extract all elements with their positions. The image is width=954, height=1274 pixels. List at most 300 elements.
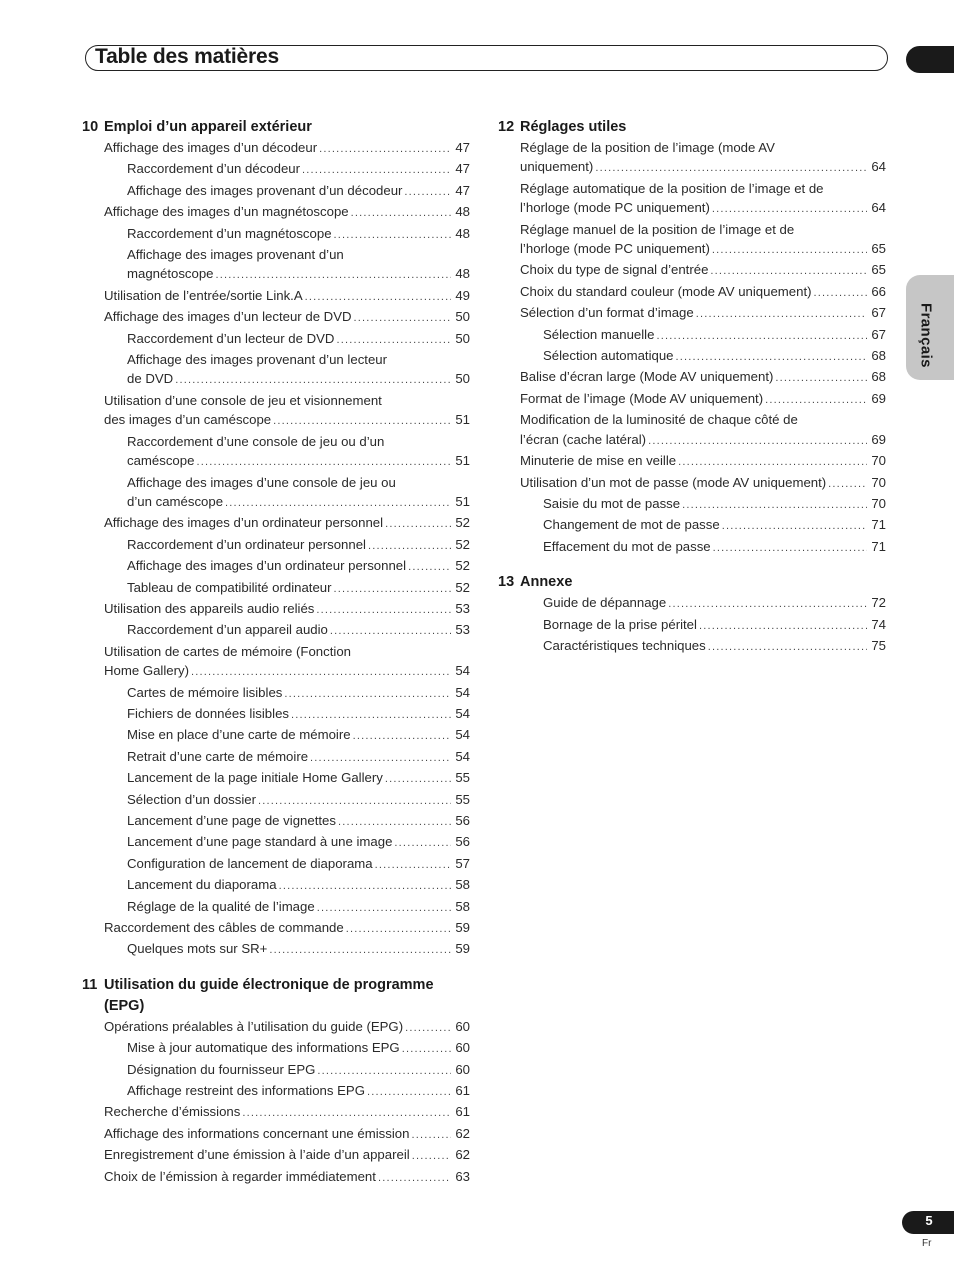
toc-entry[interactable] xyxy=(82,747,470,768)
dot-leader xyxy=(310,749,451,768)
toc-entry[interactable] xyxy=(498,615,886,636)
toc-page-number: 61 xyxy=(455,1083,470,1099)
dot-leader xyxy=(765,391,867,410)
toc-entry-text: Lancement d’une page standard à une image xyxy=(127,834,393,850)
toc-page-number: 52 xyxy=(455,515,470,531)
toc-page-number: 64 xyxy=(871,200,886,216)
toc-entry[interactable] xyxy=(82,1038,470,1059)
toc-entry[interactable] xyxy=(498,303,886,324)
toc-entry-text: Choix du type de signal d’entrée xyxy=(520,262,709,278)
toc-page-number: 75 xyxy=(871,637,886,653)
dot-leader xyxy=(710,262,867,281)
toc-entry-line xyxy=(520,473,886,494)
toc-entry-text: Guide de dépannage xyxy=(543,595,667,611)
toc-entry-line xyxy=(104,202,470,223)
toc-entry-list xyxy=(82,138,470,961)
toc-entry-list xyxy=(498,138,886,558)
toc-page-number: 48 xyxy=(455,266,470,282)
toc-page-number: 60 xyxy=(455,1061,470,1077)
toc-entry-line xyxy=(127,747,470,768)
toc-entry[interactable] xyxy=(82,556,470,577)
dot-leader xyxy=(242,1104,451,1123)
toc-entry[interactable] xyxy=(82,790,470,811)
toc-entry[interactable] xyxy=(82,599,470,620)
toc-entry-line xyxy=(127,492,470,513)
toc-entry-text: Lancement de la page initiale Home Gallery xyxy=(127,770,383,786)
toc-entry[interactable] xyxy=(82,918,470,939)
toc-entry-text: Raccordement d’un lecteur de DVD xyxy=(127,330,335,346)
toc-page-number: 60 xyxy=(455,1018,470,1034)
dot-leader xyxy=(713,539,868,558)
toc-entry[interactable] xyxy=(82,350,470,391)
toc-entry[interactable] xyxy=(498,451,886,472)
dot-leader xyxy=(317,899,452,918)
toc-entry-line xyxy=(104,286,470,307)
toc-entry-line xyxy=(104,1167,470,1188)
toc-entry-line xyxy=(543,615,886,636)
toc-page-number: 54 xyxy=(455,663,470,679)
toc-entry-text: Sélection automatique xyxy=(543,348,674,364)
section-heading xyxy=(498,572,886,593)
toc-entry-text: Cartes de mémoire lisibles xyxy=(127,684,283,700)
toc-entry[interactable] xyxy=(498,346,886,367)
toc-page-number: 54 xyxy=(455,727,470,743)
toc-page-number: 50 xyxy=(455,371,470,387)
toc-entry-line xyxy=(543,515,886,536)
dot-leader xyxy=(351,204,452,223)
toc-entry[interactable] xyxy=(82,513,470,534)
toc-page-number: 54 xyxy=(455,684,470,700)
toc-page-number: 60 xyxy=(455,1040,470,1056)
toc-entry-line xyxy=(520,389,886,410)
dot-leader xyxy=(682,496,867,515)
toc-entry-text: Réglage de la position de l’image (mode AV xyxy=(520,140,775,155)
toc-entry-text: Affichage des images d’un magnétoscope xyxy=(104,204,349,220)
toc-entry[interactable] xyxy=(498,220,886,261)
toc-entry[interactable] xyxy=(82,578,470,599)
toc-entry-list xyxy=(498,593,886,657)
toc-entry-line xyxy=(127,683,470,704)
toc-entry[interactable] xyxy=(82,245,470,286)
toc-entry-text: Sélection d’un dossier xyxy=(127,791,257,807)
toc-entry-text: Affichage des images d’une console de jeu ou xyxy=(127,474,396,490)
toc-entry-line xyxy=(104,1124,470,1145)
dot-leader xyxy=(353,727,452,746)
toc-entry-text: Raccordement d’un appareil audio xyxy=(127,622,328,638)
toc-entry[interactable] xyxy=(82,202,470,223)
toc-entry-line xyxy=(520,303,886,324)
toc-entry-text: l’horloge (mode PC uniquement) xyxy=(520,200,710,216)
toc-page-number: 47 xyxy=(455,161,470,177)
toc-entry-line xyxy=(520,282,886,303)
toc-entry[interactable] xyxy=(82,307,470,328)
toc-entry[interactable] xyxy=(82,1017,470,1038)
toc-page-number: 74 xyxy=(871,616,886,632)
toc-entry-text: Raccordement d’un ordinateur personnel xyxy=(127,536,366,552)
toc-page-number: 59 xyxy=(455,941,470,957)
toc-entry-line xyxy=(520,451,886,472)
toc-entry-line xyxy=(127,369,470,390)
toc-entry-line xyxy=(543,636,886,657)
section-number: 12 xyxy=(498,119,515,135)
toc-page-number: 53 xyxy=(455,600,470,616)
toc-page-number: 48 xyxy=(455,204,470,220)
language-code: Fr xyxy=(922,1238,932,1249)
toc-entry-text: Sélection d’un format d’image xyxy=(520,305,694,321)
toc-entry-text: Effacement du mot de passe xyxy=(543,538,711,554)
dot-leader xyxy=(385,515,451,534)
toc-page-number: 54 xyxy=(455,705,470,721)
toc-entry[interactable] xyxy=(82,138,470,159)
section-number: 13 xyxy=(498,574,515,591)
toc-entry-line xyxy=(543,494,886,515)
toc-entry[interactable] xyxy=(498,389,886,410)
section-number: 11 xyxy=(82,976,98,993)
toc-entry-line-wrap xyxy=(104,391,470,410)
toc-page-number: 70 xyxy=(871,495,886,511)
toc-entry-text: Réglage manuel de la position de l’image et de xyxy=(520,221,795,237)
toc-entry[interactable] xyxy=(82,535,470,556)
toc-entry[interactable] xyxy=(82,854,470,875)
dot-leader xyxy=(668,595,867,614)
toc-page-number: 52 xyxy=(455,536,470,552)
toc-entry-text: Utilisation des appareils audio reliés xyxy=(104,600,315,616)
toc-page-number: 50 xyxy=(455,330,470,346)
dot-leader xyxy=(273,412,451,431)
toc-entry-text: caméscope xyxy=(127,453,195,469)
toc-entry-text: Affichage des images d’un décodeur xyxy=(104,140,318,155)
toc-entry-line-wrap xyxy=(104,642,470,661)
toc-entry-line xyxy=(127,224,470,245)
header-tab xyxy=(906,46,954,73)
toc-entry-text: Utilisation d’une console de jeu et visionnement xyxy=(104,392,382,408)
dot-leader xyxy=(712,200,867,219)
toc-entry-line-wrap xyxy=(520,138,886,157)
dot-leader xyxy=(225,494,451,513)
toc-entry[interactable] xyxy=(82,159,470,180)
toc-page-number: 49 xyxy=(455,287,470,303)
dot-leader xyxy=(722,517,868,536)
toc-entry-text: Home Gallery) xyxy=(104,663,190,679)
dot-leader xyxy=(656,327,867,346)
toc-page-number: 70 xyxy=(871,474,886,490)
toc-entry[interactable] xyxy=(82,1124,470,1145)
toc-entry-line xyxy=(127,790,470,811)
toc-entry-line xyxy=(127,875,470,896)
toc-page-number: 53 xyxy=(455,622,470,638)
dot-leader xyxy=(368,537,451,556)
toc-entry[interactable] xyxy=(82,1145,470,1166)
dot-leader xyxy=(378,1169,451,1188)
toc-entry-line-wrap xyxy=(127,432,470,451)
toc-page-number: 55 xyxy=(455,770,470,786)
dot-leader xyxy=(595,159,867,178)
toc-entry[interactable] xyxy=(498,473,886,494)
toc-entry[interactable] xyxy=(82,725,470,746)
toc-page-number: 66 xyxy=(871,283,886,299)
dot-leader xyxy=(338,813,451,832)
toc-entry-line xyxy=(104,599,470,620)
toc-entry-line-wrap xyxy=(127,473,470,492)
dot-leader xyxy=(305,288,452,307)
toc-entry-line xyxy=(104,138,470,159)
toc-entry-text: Raccordement des câbles de commande xyxy=(104,920,344,936)
toc-page-number: 67 xyxy=(871,305,886,321)
toc-entry-text: Choix de l’émission à regarder immédiatement xyxy=(104,1168,376,1184)
toc-entry-line xyxy=(127,535,470,556)
toc-entry-text: l’écran (cache latéral) xyxy=(520,431,647,447)
toc-entry[interactable] xyxy=(498,138,886,179)
dot-leader xyxy=(336,331,451,350)
toc-entry-text: Modification de la luminosité de chaque côté de xyxy=(520,412,798,428)
dot-leader xyxy=(696,305,868,324)
toc-entry-text: Réglage de la qualité de l’image xyxy=(127,898,315,914)
dot-leader xyxy=(175,371,451,390)
toc-entry-text: Désignation du fournisseur EPG xyxy=(127,1061,316,1077)
dot-leader xyxy=(412,1147,452,1166)
section-title: Emploi d’un appareil extérieur xyxy=(104,119,312,135)
toc-entry[interactable] xyxy=(498,593,886,614)
toc-entry-line xyxy=(543,325,886,346)
toc-entry-text: Lancement d’une page de vignettes xyxy=(127,813,336,828)
dot-leader xyxy=(828,475,867,494)
toc-page-number: 68 xyxy=(871,348,886,364)
toc-entry[interactable] xyxy=(82,181,470,202)
toc-entry-text: Raccordement d’un magnétoscope xyxy=(127,225,332,241)
toc-entry-text: Utilisation de cartes de mémoire (Fonction xyxy=(104,643,352,659)
toc-entry-text: Utilisation de l’entrée/sortie Link.A xyxy=(104,287,303,303)
toc-entry-line xyxy=(104,918,470,939)
toc-entry[interactable] xyxy=(82,897,470,918)
toc-entry-line xyxy=(127,1060,470,1081)
toc-entry[interactable] xyxy=(82,704,470,725)
toc-entry[interactable] xyxy=(498,537,886,558)
toc-entry-text: uniquement) xyxy=(520,159,594,175)
toc-page-number: 67 xyxy=(871,326,886,342)
toc-entry-line-wrap xyxy=(127,245,470,264)
dot-leader xyxy=(269,941,451,960)
section-title: Réglages utiles xyxy=(520,119,627,135)
toc-entry-line xyxy=(520,260,886,281)
toc-entry-list xyxy=(82,1017,470,1188)
toc-entry[interactable] xyxy=(82,329,470,350)
toc-page-number: 58 xyxy=(455,877,470,893)
toc-entry-line xyxy=(127,578,470,599)
toc-entry-line xyxy=(104,410,470,431)
toc-entry-line xyxy=(104,307,470,328)
section-heading xyxy=(82,117,470,138)
dot-leader xyxy=(330,622,451,641)
toc-entry[interactable] xyxy=(82,642,470,683)
toc-entry-text: de DVD xyxy=(127,371,174,387)
toc-entry-text: Utilisation d’un mot de passe (mode AV uniquement) xyxy=(520,474,827,490)
dot-leader xyxy=(334,580,452,599)
toc-page-number: 50 xyxy=(455,309,470,325)
toc-page-number: 70 xyxy=(871,453,886,469)
toc-entry[interactable] xyxy=(82,432,470,473)
toc-entry[interactable] xyxy=(82,832,470,853)
toc-entry[interactable] xyxy=(82,1167,470,1188)
dot-leader xyxy=(319,140,451,159)
toc-entry-text: Affichage des images d’un lecteur de DVD xyxy=(104,309,352,325)
toc-entry-line xyxy=(104,513,470,534)
toc-entry[interactable] xyxy=(498,636,886,657)
dot-leader xyxy=(405,1019,451,1038)
toc-entry-text: Bornage de la prise péritel xyxy=(543,616,697,632)
toc-entry[interactable] xyxy=(498,410,886,451)
toc-entry-text: Affichage des images provenant d’un lecteur xyxy=(127,352,388,368)
toc-entry[interactable] xyxy=(82,768,470,789)
toc-entry[interactable] xyxy=(498,325,886,346)
toc-entry-line-wrap xyxy=(520,410,886,429)
toc-entry-text: magnétoscope xyxy=(127,266,214,282)
toc-entry-line xyxy=(543,346,886,367)
toc-entry[interactable] xyxy=(82,1102,470,1123)
dot-leader xyxy=(191,663,451,682)
dot-leader xyxy=(775,369,867,388)
toc-entry[interactable] xyxy=(82,473,470,514)
toc-entry[interactable] xyxy=(82,620,470,641)
language-label: Français xyxy=(917,302,935,368)
toc-entry[interactable] xyxy=(82,939,470,960)
dot-leader xyxy=(708,638,868,657)
dot-leader xyxy=(411,1126,451,1145)
toc-entry-line xyxy=(104,1145,470,1166)
section-gap xyxy=(82,961,470,975)
dot-leader xyxy=(316,601,451,620)
toc-page-number: 51 xyxy=(455,453,470,469)
toc-entry[interactable] xyxy=(82,811,470,832)
toc-page-number: 52 xyxy=(455,579,470,595)
dot-leader xyxy=(334,226,452,245)
toc-entry-text: Tableau de compatibilité ordinateur xyxy=(127,579,332,595)
toc-entry-line xyxy=(104,661,470,682)
toc-entry-line xyxy=(127,1038,470,1059)
toc-page-number: 58 xyxy=(455,898,470,914)
toc-entry-line-wrap xyxy=(520,179,886,198)
toc-entry[interactable] xyxy=(82,683,470,704)
toc-entry-text: Lancement du diaporama xyxy=(127,877,277,893)
toc-entry-line xyxy=(127,181,470,202)
dot-leader xyxy=(712,241,867,260)
toc-entry[interactable] xyxy=(82,1060,470,1081)
toc-entry-line xyxy=(127,556,470,577)
toc-entry-text: Configuration de lancement de diaporama xyxy=(127,855,373,871)
toc-entry-line xyxy=(520,157,886,178)
section-heading xyxy=(498,117,886,138)
toc-entry-line-wrap xyxy=(520,220,886,239)
toc-entry-line xyxy=(104,1017,470,1038)
toc-entry-text: Choix du standard couleur (mode AV uniquement) xyxy=(520,283,812,299)
page-title: Table des matières xyxy=(95,45,279,68)
toc-entry-text: Sélection manuelle xyxy=(543,326,655,342)
toc-entry-text: Quelques mots sur SR+ xyxy=(127,941,268,957)
dot-leader xyxy=(317,1062,451,1081)
toc-left-column xyxy=(82,117,470,1188)
toc-entry-text: Mise en place d’une carte de mémoire xyxy=(127,727,351,743)
toc-entry[interactable] xyxy=(498,367,886,388)
toc-entry-text: Saisie du mot de passe xyxy=(543,495,681,511)
toc-entry-text: Opérations préalables à l’utilisation du guide (EPG) xyxy=(104,1018,404,1034)
toc-page-number: 69 xyxy=(871,390,886,406)
toc-entry-line xyxy=(127,451,470,472)
toc-entry-line xyxy=(127,725,470,746)
dot-leader xyxy=(346,920,452,939)
toc-entry-line xyxy=(127,811,470,832)
dot-leader xyxy=(291,706,451,725)
toc-entry-line xyxy=(127,897,470,918)
dot-leader xyxy=(408,558,451,577)
toc-entry-line xyxy=(520,239,886,260)
toc-entry-text: Affichage restreint des informations EPG xyxy=(127,1083,365,1099)
toc-entry[interactable] xyxy=(82,224,470,245)
toc-page-number: 51 xyxy=(455,493,470,509)
toc-entry-text: Affichage des images d’un ordinateur personnel xyxy=(104,515,384,531)
toc-entry[interactable] xyxy=(498,494,886,515)
toc-entry-line xyxy=(127,159,470,180)
dot-leader xyxy=(699,617,867,636)
toc-page-number: 48 xyxy=(455,225,470,241)
toc-entry-line xyxy=(127,832,470,853)
dot-leader xyxy=(648,432,867,451)
dot-leader xyxy=(284,685,451,704)
toc-page-number: 61 xyxy=(455,1104,470,1120)
dot-leader xyxy=(279,877,452,896)
toc-entry-text: Fichiers de données lisibles xyxy=(127,705,289,721)
section-title: Utilisation du guide électronique de programme (EPG) xyxy=(104,976,434,1014)
toc-entry-text: Mise à jour automatique des informations EPG xyxy=(127,1040,400,1056)
toc-entry-text: Minuterie de mise en veille xyxy=(520,453,677,469)
toc-entry-line xyxy=(127,1081,470,1102)
toc-entry-line xyxy=(127,939,470,960)
toc-entry-line xyxy=(127,329,470,350)
toc-entry-line xyxy=(543,537,886,558)
toc-page-number: 65 xyxy=(871,241,886,257)
toc-entry[interactable] xyxy=(82,391,470,432)
language-label-wrap xyxy=(914,296,938,374)
toc-page-number: 51 xyxy=(455,412,470,428)
toc-entry-text: Changement de mot de passe xyxy=(543,517,720,533)
toc-entry[interactable] xyxy=(82,1081,470,1102)
toc-page-number: 71 xyxy=(871,517,886,533)
toc-entry[interactable] xyxy=(82,875,470,896)
toc-page-number: 47 xyxy=(455,140,470,155)
dot-leader xyxy=(375,856,452,875)
dot-leader xyxy=(367,1083,451,1102)
toc-entry-line xyxy=(127,854,470,875)
toc-entry[interactable] xyxy=(82,286,470,307)
dot-leader xyxy=(196,453,451,472)
toc-page-number: 69 xyxy=(871,431,886,447)
toc-entry-line xyxy=(127,704,470,725)
toc-entry-text: Enregistrement d’une émission à l’aide d’un appareil xyxy=(104,1147,410,1163)
toc-entry[interactable] xyxy=(498,179,886,220)
section-heading xyxy=(82,975,470,1017)
section-title: Annexe xyxy=(520,574,573,591)
toc-entry-text: Recherche d’émissions xyxy=(104,1104,241,1120)
section-number: 10 xyxy=(82,119,99,135)
toc-entry-text: des images d’un caméscope xyxy=(104,412,272,428)
toc-page-number: 62 xyxy=(455,1125,470,1141)
toc-entry[interactable] xyxy=(498,515,886,536)
toc-page-number: 64 xyxy=(871,159,886,175)
toc-page-number: 63 xyxy=(455,1168,470,1184)
toc-entry-line xyxy=(104,1102,470,1123)
toc-entry[interactable] xyxy=(498,282,886,303)
toc-entry[interactable] xyxy=(498,260,886,281)
toc-entry-line xyxy=(520,198,886,219)
toc-page-number: 54 xyxy=(455,748,470,764)
